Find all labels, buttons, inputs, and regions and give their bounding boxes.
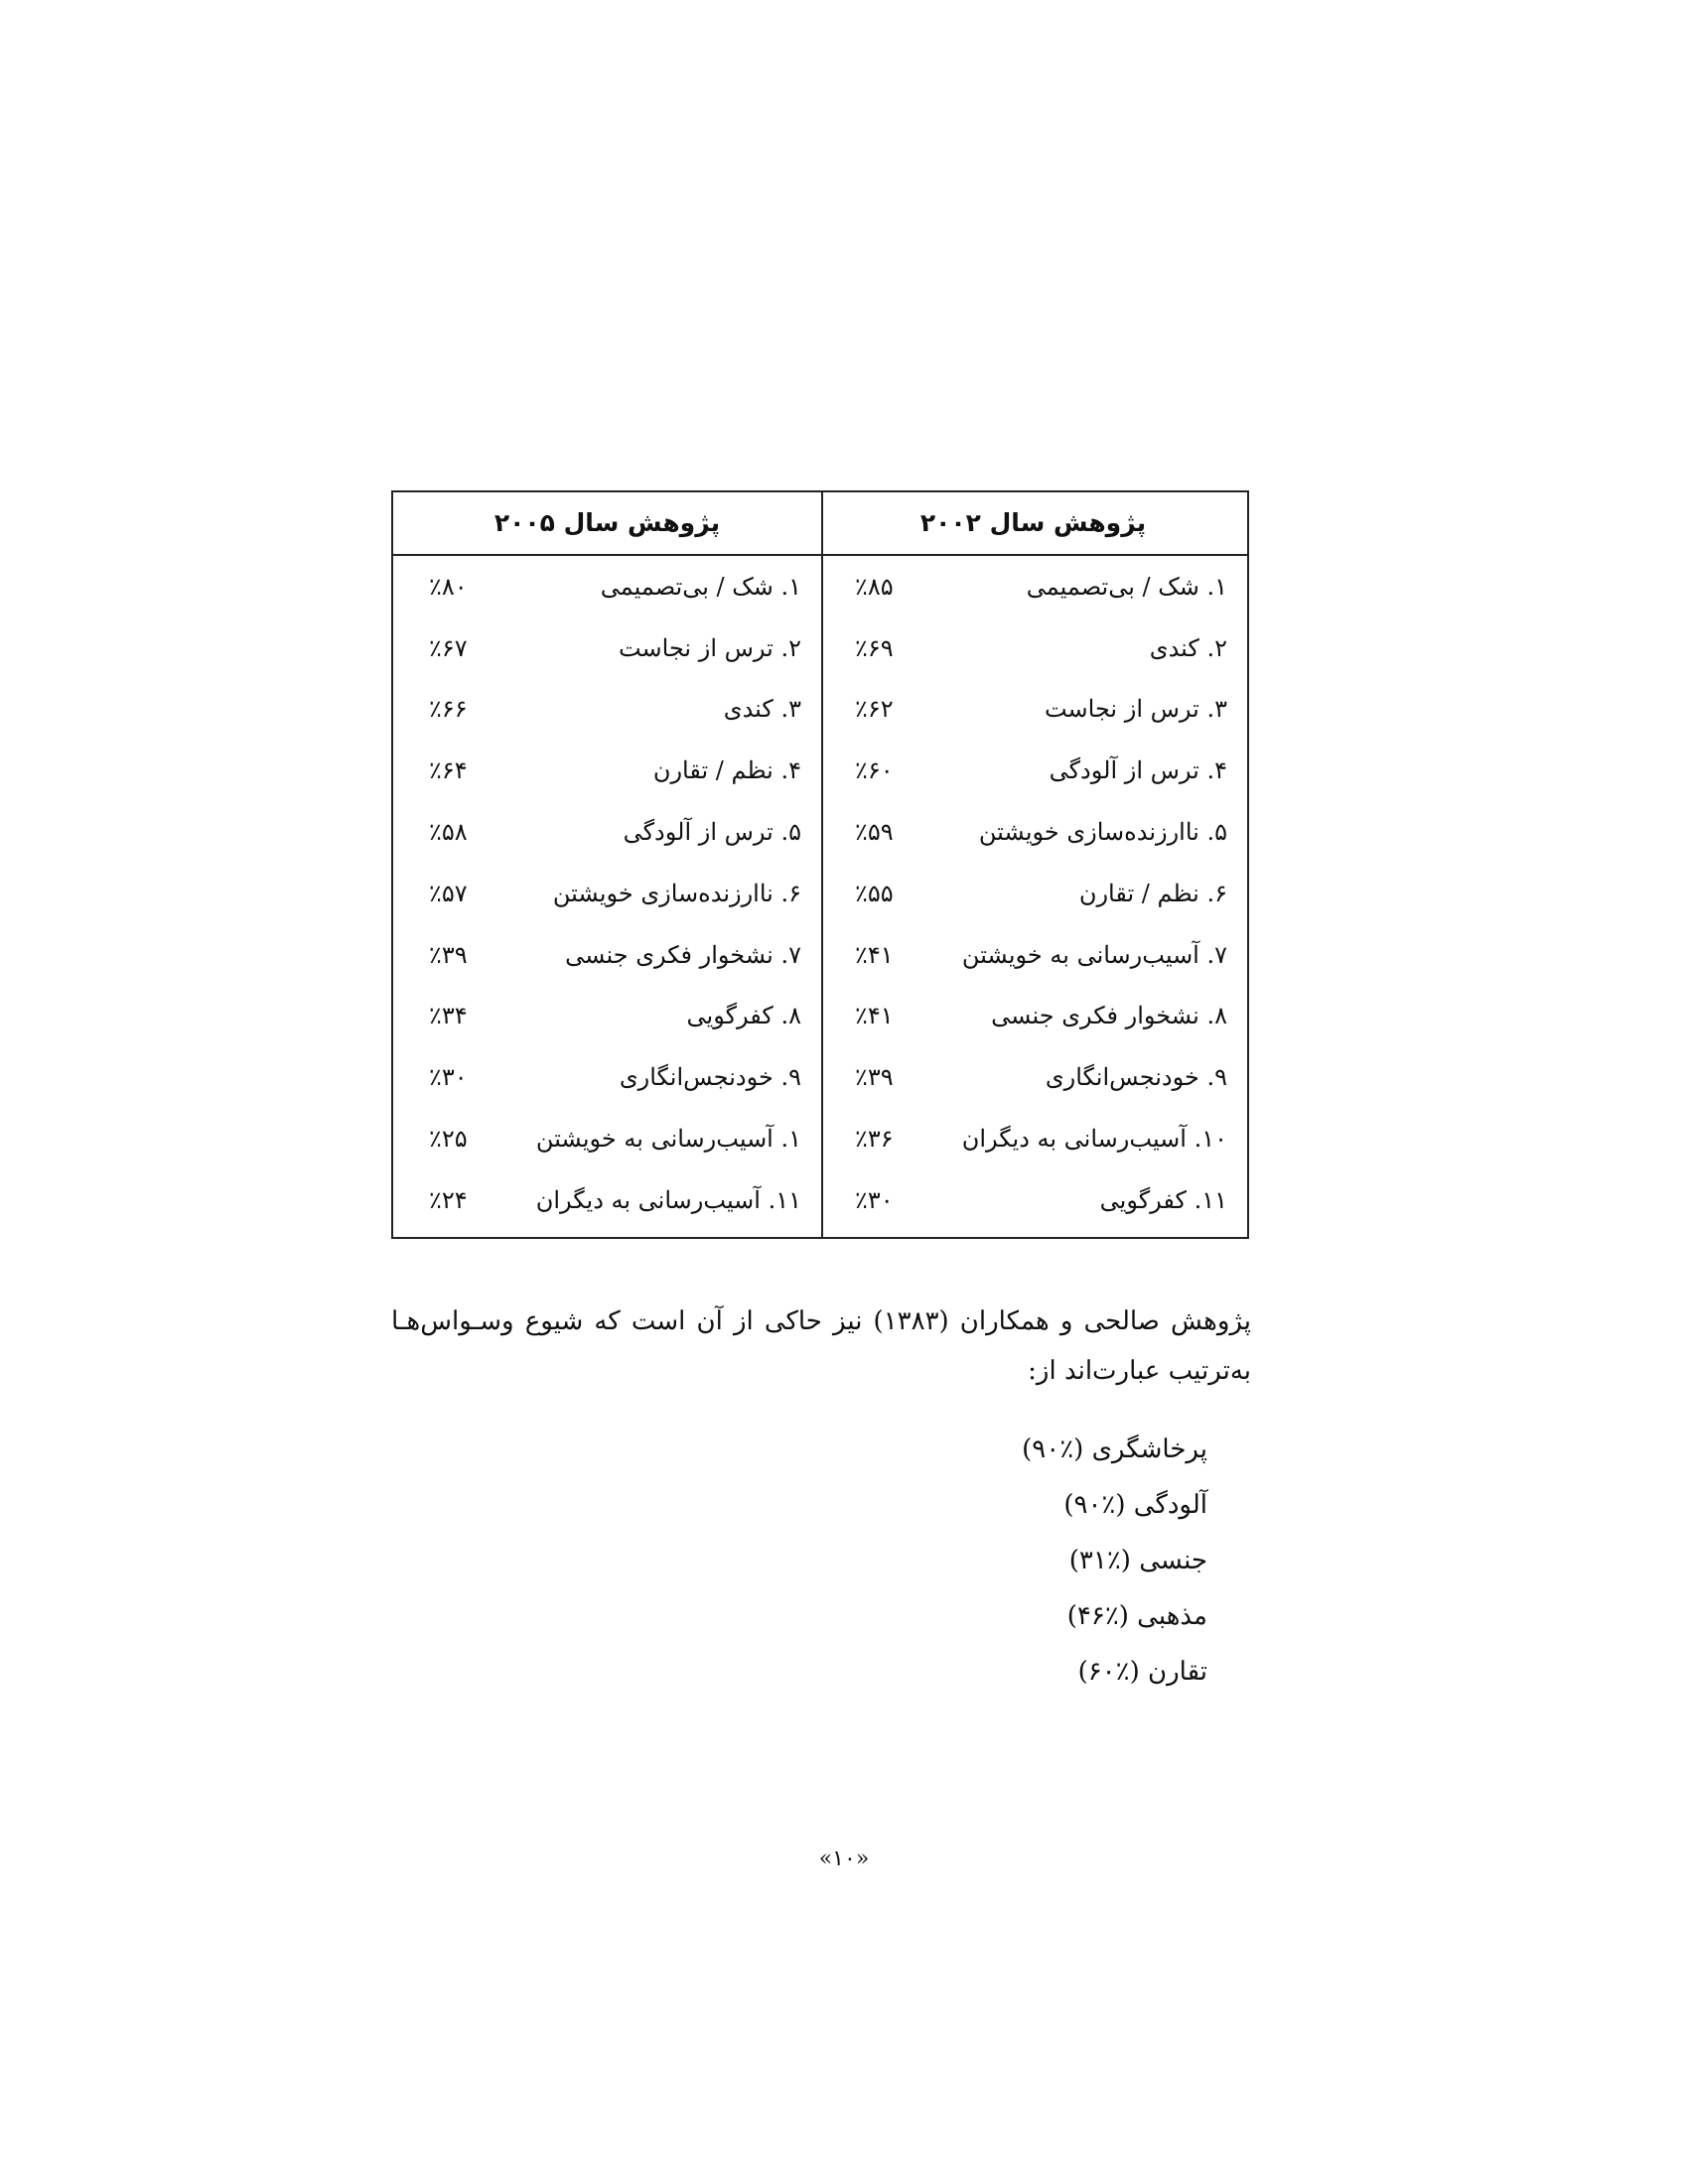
row-percent: ٪۲۴ [429,1185,468,1214]
row-item: ۸. نشخوار فکری جنسی [991,1002,1227,1030]
row-percent: ٪۶۰ [855,756,894,785]
table-row [393,801,821,863]
row-percent: ٪۵۷ [429,879,468,907]
table-row [819,1169,1247,1231]
row-item: ۲. کندی [1149,633,1227,662]
row-item: ۲. ترس از نجاست [618,633,801,662]
row-percent: ٪۶۴ [429,756,468,785]
row-percent: ٪۴۱ [855,940,894,969]
row-item: ۶. ناارزنده‌سازی خویشتن [552,879,801,907]
row-item: ۴. ترس از آلودگی [1049,756,1227,785]
table-row [819,863,1247,924]
table-row [819,679,1247,741]
row-item: ۱۱. آسیب‌رسانی به دیگران [535,1185,801,1214]
table-row [393,556,821,617]
row-percent: ٪۵۸ [429,818,468,847]
table-row [819,1108,1247,1169]
table-row [819,740,1247,801]
row-percent: ٪۳۹ [429,940,468,969]
table-row [819,1046,1247,1108]
row-percent: ٪۴۱ [855,1002,894,1030]
row-item: ۸. کفرگویی [686,1002,801,1030]
list-item: مذهبی (٪۴۶) [1066,1601,1207,1631]
row-percent: ٪۳۰ [855,1185,894,1214]
table-row [819,556,1247,617]
row-percent: ٪۳۴ [429,1002,468,1030]
table-row [819,617,1247,679]
table-row [393,617,821,679]
row-item: ۷. آسیب‌رسانی به خویشتن [961,940,1227,969]
table-row [393,1169,821,1231]
table-row [393,740,821,801]
row-item: ۱۱. کفرگویی [1099,1185,1227,1214]
row-item: ۵. ترس از آلودگی [623,818,801,847]
table-row [819,801,1247,863]
row-item: ۱۰. آسیب‌رسانی به دیگران [961,1125,1227,1154]
row-percent: ٪۸۰ [429,572,468,601]
body-paragraph: پژوهش صالحی و همکاران (۱۳۸۳) نیز حاکی از آن است که شیوع وسـواس‌هـا به‌ترتیب عبارت‌اند از: [391,1306,1251,1386]
row-item: ۴. نظم / تقارن [652,756,801,785]
row-item: ۳. کندی [723,695,801,724]
table-column-2002 [819,492,1247,1237]
table-row [819,986,1247,1047]
row-percent: ٪۳۶ [855,1125,894,1154]
row-item: ۵. ناارزنده‌سازی خویشتن [978,818,1227,847]
row-percent: ٪۳۹ [855,1063,894,1092]
row-item: ۱. شک / بی‌تصمیمی [600,572,801,601]
table-row [393,679,821,741]
list-item: جنسی (٪۳۱) [1068,1546,1207,1575]
list-item: پرخاشگری (٪۹۰) [1022,1434,1207,1464]
row-item: ۶. نظم / تقارن [1078,879,1227,907]
column-header: پژوهش سال ۲۰۰۵ [393,492,821,556]
table-row [393,986,821,1047]
prevalence-list [810,1422,1207,1700]
row-item: ۱. آسیب‌رسانی به خویشتن [535,1125,801,1154]
row-item: ۹. خودنجس‌انگاری [1045,1063,1227,1092]
row-item: ۹. خودنجس‌انگاری [619,1063,801,1092]
row-percent: ٪۲۵ [429,1125,468,1154]
row-item: ۱. شک / بی‌تصمیمی [1026,572,1227,601]
table-row [819,924,1247,986]
row-percent: ٪۵۵ [855,879,894,907]
row-percent: ٪۳۰ [429,1063,468,1092]
table-row [393,924,821,986]
row-percent: ٪۶۷ [429,633,468,662]
column-header: پژوهش سال ۲۰۰۲ [819,492,1247,556]
row-percent: ٪۶۶ [429,695,468,724]
page-number: «۱۰» [818,1846,870,1871]
list-item: تقارن (٪۶۰) [1077,1657,1207,1687]
table-row [393,1108,821,1169]
list-item: آلودگی (٪۹۰) [1063,1490,1207,1520]
row-percent: ٪۶۹ [855,633,894,662]
comparison-table [391,490,1249,1239]
row-item: ۷. نشخوار فکری جنسی [565,940,801,969]
row-percent: ٪۵۹ [855,818,894,847]
table-row [393,863,821,924]
row-percent: ٪۶۲ [855,695,894,724]
table-column-2005 [393,492,823,1237]
row-item: ۳. ترس از نجاست [1044,695,1227,724]
table-row [393,1046,821,1108]
row-percent: ٪۸۵ [855,572,894,601]
